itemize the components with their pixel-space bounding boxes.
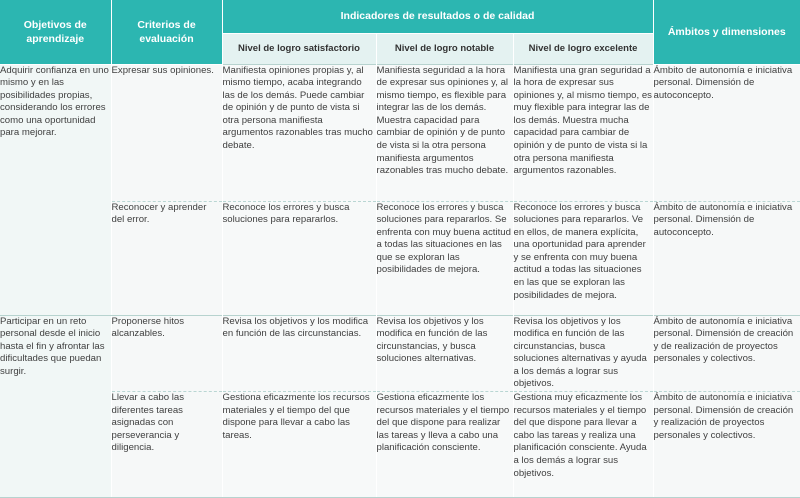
objective-cell: Adquirir confianza en uno mismo y en las posibilidades propias, considerando los errores como una oportunidad para mejorar. [0,64,111,315]
table-row [0,392,800,498]
excellent-cell: Manifiesta una gran seguridad a la hora de expresar sus opiniones y, al mismo tiempo, es muy flexible para integrar las de los demás. Muestra mucha capacidad para cambiar de opinión y de punto de vista si la otra persona manifiesta argumentos razonables. [513,64,653,201]
satisfactory-cell: Gestiona eficazmente los recursos materiales y el tiempo del que dispone para llevar a cabo las tareas. [222,392,376,498]
satisfactory-cell: Manifiesta opiniones propias y, al mismo tiempo, acaba integrando las de los demás. Puede cambiar de opinión y de punto de vista si otra persona manifiesta argumentos razonables tras mucho debate. [222,64,376,201]
satisfactory-cell: Revisa los objetivos y los modifica en función de las circunstancias. [222,315,376,392]
table-row [0,315,800,392]
notable-cell: Gestiona eficazmente los recursos materiales y el tiempo del que dispone para realizar las tareas y lleva a cabo una planificación consciente. [376,392,513,498]
criterion-cell: Expresar sus opiniones. [111,64,222,201]
header-level-satisfactory: Nivel de logro satisfactorio [222,33,376,64]
header-level-excellent: Nivel de logro excelente [513,33,653,64]
table-row [0,201,800,315]
criterion-cell: Reconocer y aprender del error. [111,201,222,315]
scope-cell: Ámbito de autonomía e iniciativa personal. Dimensión de autoconcepto. [653,201,800,315]
notable-cell: Reconoce los errores y busca soluciones para repararlos. Se enfrenta con muy buena actitud a todas las situaciones en las que se exploran las posibilidades de mejora. [376,201,513,315]
header-level-notable: Nivel de logro notable [376,33,513,64]
criterion-cell: Llevar a cabo las diferentes tareas asignadas con perseverancia y diligencia. [111,392,222,498]
header-criteria: Criterios de evaluación [111,0,222,64]
scope-cell: Ámbito de autonomía e iniciativa personal. Dimensión de autoconcepto. [653,64,800,201]
header-scope: Ámbitos y dimensiones [653,0,800,64]
excellent-cell: Reconoce los errores y busca soluciones para repararlos. Ve en ellos, de manera explícita, una oportunidad para aprender y se enfrenta con muy buena actitud a todas las situaciones en las que se exploran las posibilidades de mejora. [513,201,653,315]
header-objectives: Objetivos de aprendizaje [0,0,111,64]
header-indicators: Indicadores de resultados o de calidad [222,0,653,33]
scope-cell: Ámbito de autonomía e iniciativa personal. Dimensión de creación y realización de proyectos personales y colectivos. [653,392,800,498]
scope-cell: Ámbito de autonomía e iniciativa personal. Dimensión de creación y de realización de proyectos personales y colectivos. [653,315,800,392]
notable-cell: Revisa los objetivos y los modifica en función de las circunstancias, y busca soluciones alternativas. [376,315,513,392]
excellent-cell: Revisa los objetivos y los modifica en función de las circunstancias, busca soluciones alternativas y ayuda a los demás a lograr sus objetivos. [513,315,653,392]
objective-cell: Participar en un reto personal desde el inicio hasta el fin y afrontar las dificultades que puedan surgir. [0,315,111,498]
notable-cell: Manifiesta seguridad a la hora de expresar sus opiniones y, al mismo tiempo, es flexible para integrar las de los demás. Muestra capacidad para cambiar de opinión y de punto de vista si la otra persona manifiesta argumentos razonables tras mucho debate. [376,64,513,201]
excellent-cell: Gestiona muy eficazmente los recursos materiales y el tiempo del que dispone para llevar a cabo las tareas y realiza una planificación consciente. Ayuda a los demás a lograr sus objetivos. [513,392,653,498]
satisfactory-cell: Reconoce los errores y busca soluciones para repararlos. [222,201,376,315]
table-row [0,64,800,201]
criterion-cell: Proponerse hitos alcanzables. [111,315,222,392]
